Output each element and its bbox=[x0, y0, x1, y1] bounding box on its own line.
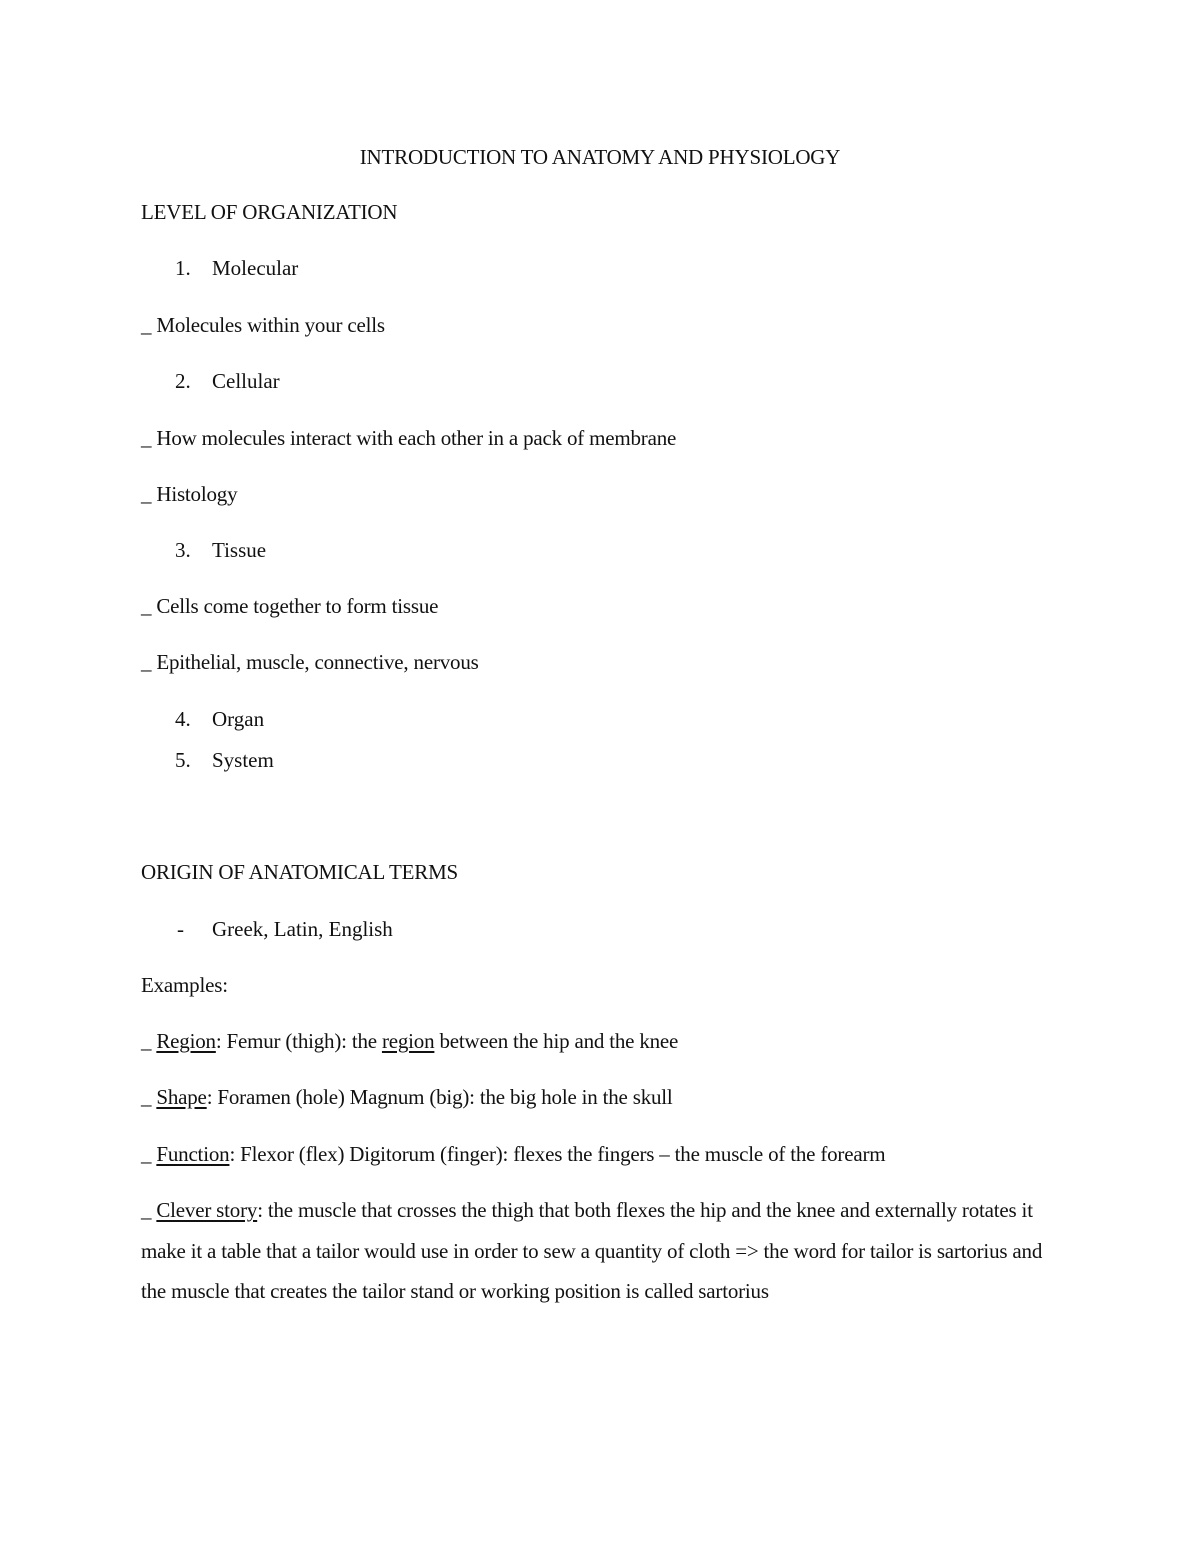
list-number: 1. bbox=[175, 256, 191, 280]
section-heading-level-of-organization: LEVEL OF ORGANIZATION bbox=[141, 200, 398, 224]
term-shape: Shape bbox=[156, 1085, 207, 1109]
example-prefix: _ bbox=[141, 1085, 157, 1109]
section-heading-origin-of-terms: ORIGIN OF ANATOMICAL TERMS bbox=[141, 860, 459, 884]
example-region bbox=[141, 1028, 678, 1054]
example-text: : Foramen (hole) Magnum (big): the big hole in the skull bbox=[206, 1085, 673, 1109]
example-clever-story bbox=[141, 1190, 1051, 1312]
term-region-inline: region bbox=[381, 1029, 435, 1053]
note-tissue-2: _ Epithelial, muscle, connective, nervous bbox=[141, 650, 479, 674]
page-title: INTRODUCTION TO ANATOMY AND PHYSIOLOGY bbox=[359, 145, 841, 169]
list-item-organ: Organ bbox=[212, 707, 265, 731]
example-text: : Flexor (flex) Digitorum (finger): flexes the fingers – the muscle of the forearm bbox=[229, 1142, 886, 1166]
note-molecular: _ Molecules within your cells bbox=[141, 313, 385, 337]
term-clever-story: Clever story bbox=[156, 1198, 258, 1222]
note-tissue-1: _ Cells come together to form tissue bbox=[141, 594, 439, 618]
examples-label: Examples: bbox=[141, 973, 228, 997]
example-text: : Femur (thigh): the bbox=[215, 1029, 382, 1053]
list-item-tissue: Tissue bbox=[212, 538, 267, 562]
example-prefix: _ bbox=[141, 1142, 157, 1166]
bullet-languages: Greek, Latin, English bbox=[212, 917, 393, 941]
list-item-molecular: Molecular bbox=[212, 256, 299, 280]
term-function: Function bbox=[156, 1142, 230, 1166]
example-prefix: _ bbox=[141, 1198, 157, 1222]
list-number: 2. bbox=[175, 369, 191, 393]
note-cellular-2: _ Histology bbox=[141, 482, 238, 506]
example-shape bbox=[141, 1084, 673, 1110]
list-number: 3. bbox=[175, 538, 191, 562]
list-number: 4. bbox=[175, 707, 191, 731]
note-cellular-1: _ How molecules interact with each other in a pack of membrane bbox=[141, 426, 677, 450]
example-prefix: _ bbox=[141, 1029, 157, 1053]
list-item-system: System bbox=[212, 748, 274, 772]
list-number: 5. bbox=[175, 748, 191, 772]
bullet-dash: - bbox=[177, 917, 184, 941]
example-function bbox=[141, 1141, 885, 1167]
term-region: Region bbox=[156, 1029, 216, 1053]
example-text: between the hip and the knee bbox=[434, 1029, 679, 1053]
list-item-cellular: Cellular bbox=[212, 369, 280, 393]
example-text: : the muscle that crosses the thigh that both flexes the hip and the knee and externally rotates it make it a table that a tailor would use in order to sew a quantity of cloth => the word for tailor is sartorius and the muscle that creates the tailor stand or working position is called sartorius bbox=[141, 1198, 1043, 1303]
